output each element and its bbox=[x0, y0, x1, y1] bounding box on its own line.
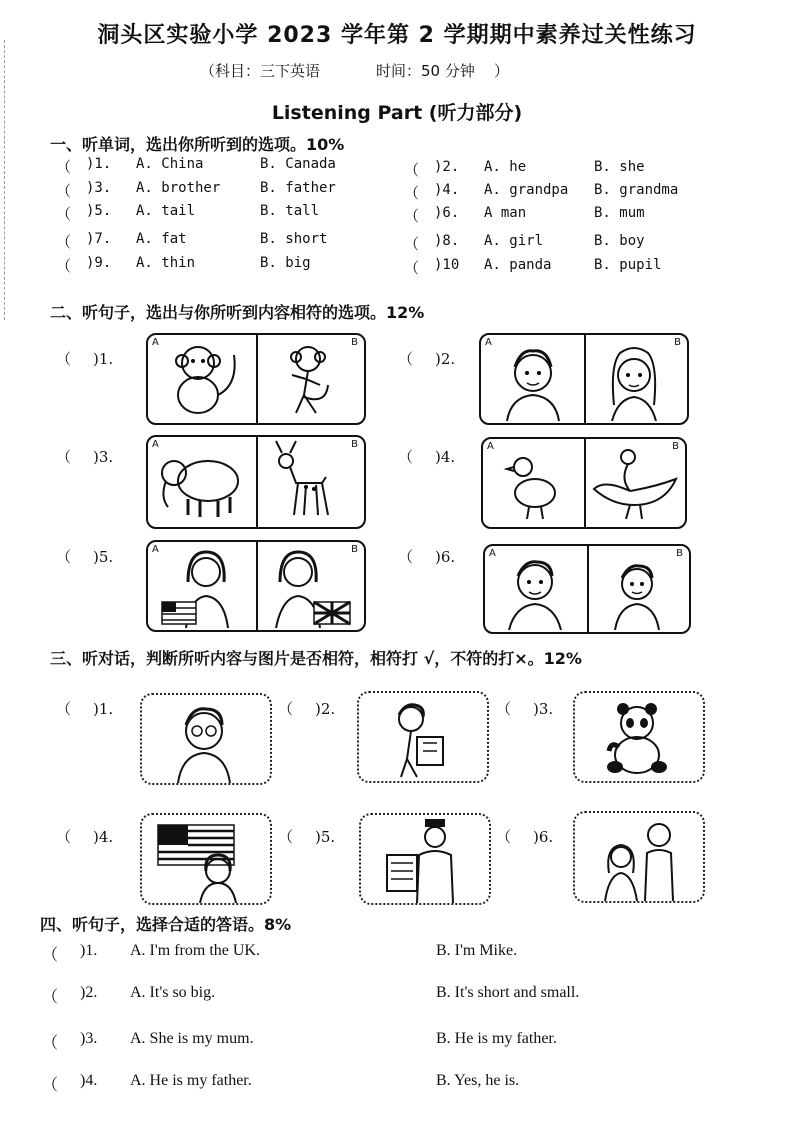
s1-option-a: A. panda bbox=[484, 257, 552, 273]
monkey-fat-icon bbox=[148, 335, 254, 421]
s1-option-a: A. he bbox=[484, 159, 527, 175]
s3-q6-picture bbox=[573, 811, 705, 903]
s1-item-number: )1. bbox=[86, 156, 112, 172]
s4-option-b: B. It's short and small. bbox=[436, 984, 580, 1001]
s1-paren: （ bbox=[404, 235, 420, 253]
s1-paren: （ bbox=[56, 257, 72, 275]
s3-q1-picture bbox=[140, 693, 272, 785]
s1-paren: （ bbox=[56, 182, 72, 200]
s1-item-number: )10 bbox=[434, 257, 460, 273]
s2-q4-option-b[interactable]: B bbox=[584, 439, 685, 527]
s2-q4-option-a[interactable]: A bbox=[483, 439, 586, 527]
s2-q6-option-b[interactable]: B bbox=[587, 546, 689, 632]
s1-paren: （ bbox=[56, 158, 72, 176]
goose-icon bbox=[584, 439, 684, 525]
s2-q6-option-a[interactable]: A bbox=[485, 546, 589, 632]
subject-label: （科目：三下英语 bbox=[200, 62, 321, 80]
s1-option-b: B. she bbox=[594, 159, 645, 175]
man-and-woman-icon bbox=[575, 813, 703, 901]
s1-option-b: B. Canada bbox=[260, 156, 336, 172]
time-label: 时间：50 分钟 ） bbox=[376, 62, 509, 80]
s3-q3-picture bbox=[573, 691, 705, 783]
s2-q2: （ )2. bbox=[398, 350, 456, 368]
s1-paren: （ bbox=[56, 205, 72, 223]
section-4-heading: 四、听句子，选择合适的答语。8% bbox=[40, 915, 292, 934]
s1-item-number: )7. bbox=[86, 231, 112, 247]
s1-paren: （ bbox=[56, 233, 72, 251]
woman-uk-flag-icon bbox=[256, 542, 362, 628]
s4-option-a: A. I'm from the UK. bbox=[130, 942, 260, 959]
s3-q5-picture bbox=[359, 813, 491, 905]
exam-info bbox=[200, 60, 509, 81]
s1-option-a: A. grandpa bbox=[484, 182, 569, 198]
s3-q4-picture bbox=[140, 813, 272, 905]
s2-q5-pictures bbox=[146, 540, 366, 632]
s1-option-b: B. boy bbox=[594, 233, 645, 249]
section-3-heading: 三、听对话，判断所听内容与图片是否相符，相符打 √，不符的打×。12% bbox=[50, 649, 582, 668]
boy-b-icon bbox=[587, 546, 687, 630]
s3-q1: （ )1. bbox=[56, 700, 114, 718]
s3-q3: （ )3. bbox=[496, 700, 554, 718]
s1-option-b: B. tall bbox=[260, 203, 320, 219]
s1-paren: （ bbox=[404, 259, 420, 277]
s2-q5-option-a[interactable]: A bbox=[148, 542, 258, 630]
boy-schoolbag-icon bbox=[359, 693, 487, 781]
s1-option-b: B. short bbox=[260, 231, 328, 247]
s1-option-a: A. fat bbox=[136, 231, 187, 247]
s4-item-number: )3. bbox=[80, 1030, 98, 1047]
s1-option-a: A. brother bbox=[136, 180, 221, 196]
part-title: Listening Part (听力部分) bbox=[271, 102, 523, 124]
s3-q2-picture bbox=[357, 691, 489, 783]
s2-q1: （ )1. bbox=[56, 350, 114, 368]
s2-q2-option-b[interactable]: B bbox=[584, 335, 687, 423]
s4-item-number: )4. bbox=[80, 1072, 98, 1089]
s3-q5: （ )5. bbox=[278, 828, 336, 846]
s4-item-number: )2. bbox=[80, 984, 98, 1001]
s1-item-number: )8. bbox=[434, 233, 460, 249]
s4-option-a: A. He is my father. bbox=[130, 1072, 252, 1089]
s2-q1-pictures bbox=[146, 333, 366, 425]
s3-q6: （ )6. bbox=[496, 828, 554, 846]
elephant-icon bbox=[148, 437, 254, 525]
page-title: 洞头区实验小学 2023 学年第 2 学期期中素养过关性练习 bbox=[97, 23, 697, 48]
s3-q2: （ )2. bbox=[278, 700, 336, 718]
s1-option-b: B. grandma bbox=[594, 182, 679, 198]
s4-option-a: A. She is my mum. bbox=[130, 1030, 254, 1047]
s1-option-b: B. father bbox=[260, 180, 336, 196]
monkey-thin-icon bbox=[256, 335, 362, 421]
s4-option-a: A. It's so big. bbox=[130, 984, 216, 1001]
s1-paren: （ bbox=[404, 161, 420, 179]
s1-option-b: B. big bbox=[260, 255, 311, 271]
s1-item-number: )3. bbox=[86, 180, 112, 196]
s1-option-a: A. tail bbox=[136, 203, 196, 219]
s4-paren: （ bbox=[42, 947, 59, 964]
s2-q2-option-a[interactable]: A bbox=[481, 335, 586, 423]
s1-option-a: A. China bbox=[136, 156, 204, 172]
man-glasses-icon bbox=[142, 695, 270, 783]
s2-q3: （ )3. bbox=[56, 448, 114, 466]
s4-option-b: B. Yes, he is. bbox=[436, 1072, 520, 1089]
boy-face-icon bbox=[481, 335, 583, 421]
s1-paren: （ bbox=[404, 184, 420, 202]
s4-paren: （ bbox=[42, 1077, 59, 1094]
s4-item-number: )1. bbox=[80, 942, 98, 959]
s1-option-b: B. pupil bbox=[594, 257, 662, 273]
duck-icon bbox=[483, 439, 583, 525]
boy-a-icon bbox=[485, 546, 585, 630]
girl-usa-flag-icon bbox=[142, 815, 270, 903]
s1-item-number: )9. bbox=[86, 255, 112, 271]
s1-item-number: )2. bbox=[434, 159, 460, 175]
section-2-heading: 二、听句子，选出与你所听到内容相符的选项。12% bbox=[50, 303, 425, 322]
panda-icon bbox=[575, 693, 703, 781]
s1-option-b: B. mum bbox=[594, 205, 645, 221]
police-officer-icon bbox=[361, 815, 489, 903]
s1-item-number: )6. bbox=[434, 205, 460, 221]
s2-q3-option-a[interactable]: A bbox=[148, 437, 258, 527]
s2-q4-pictures bbox=[481, 437, 687, 529]
s1-paren: （ bbox=[404, 207, 420, 225]
s2-q5-option-b[interactable]: B bbox=[256, 542, 364, 630]
s1-option-a: A man bbox=[484, 205, 527, 221]
s2-q2-pictures bbox=[479, 333, 689, 425]
s2-q3-option-b[interactable]: B bbox=[256, 437, 364, 527]
s1-item-number: )5. bbox=[86, 203, 112, 219]
s4-option-b: B. He is my father. bbox=[436, 1030, 557, 1047]
deer-icon bbox=[256, 437, 362, 525]
woman-usa-flag-icon bbox=[148, 542, 254, 628]
s2-q1-option-a[interactable]: A bbox=[148, 335, 258, 423]
s2-q6: （ )6. bbox=[398, 548, 456, 566]
s4-option-b: B. I'm Mike. bbox=[436, 942, 518, 959]
s2-q4: （ )4. bbox=[398, 448, 456, 466]
s1-item-number: )4. bbox=[434, 182, 460, 198]
s4-paren: （ bbox=[42, 1035, 59, 1052]
s2-q3-pictures bbox=[146, 435, 366, 529]
s2-q6-pictures bbox=[483, 544, 691, 634]
section-1-heading: 一、听单词，选出你所听到的选项。10% bbox=[50, 135, 345, 154]
s1-option-a: A. thin bbox=[136, 255, 196, 271]
s4-paren: （ bbox=[42, 989, 59, 1006]
s2-q5: （ )5. bbox=[56, 548, 114, 566]
binding-margin-line bbox=[4, 40, 5, 320]
s1-option-a: A. girl bbox=[484, 233, 544, 249]
s2-q1-option-b[interactable]: B bbox=[256, 335, 364, 423]
girl-face-icon bbox=[584, 335, 686, 421]
s3-q4: （ )4. bbox=[56, 828, 114, 846]
